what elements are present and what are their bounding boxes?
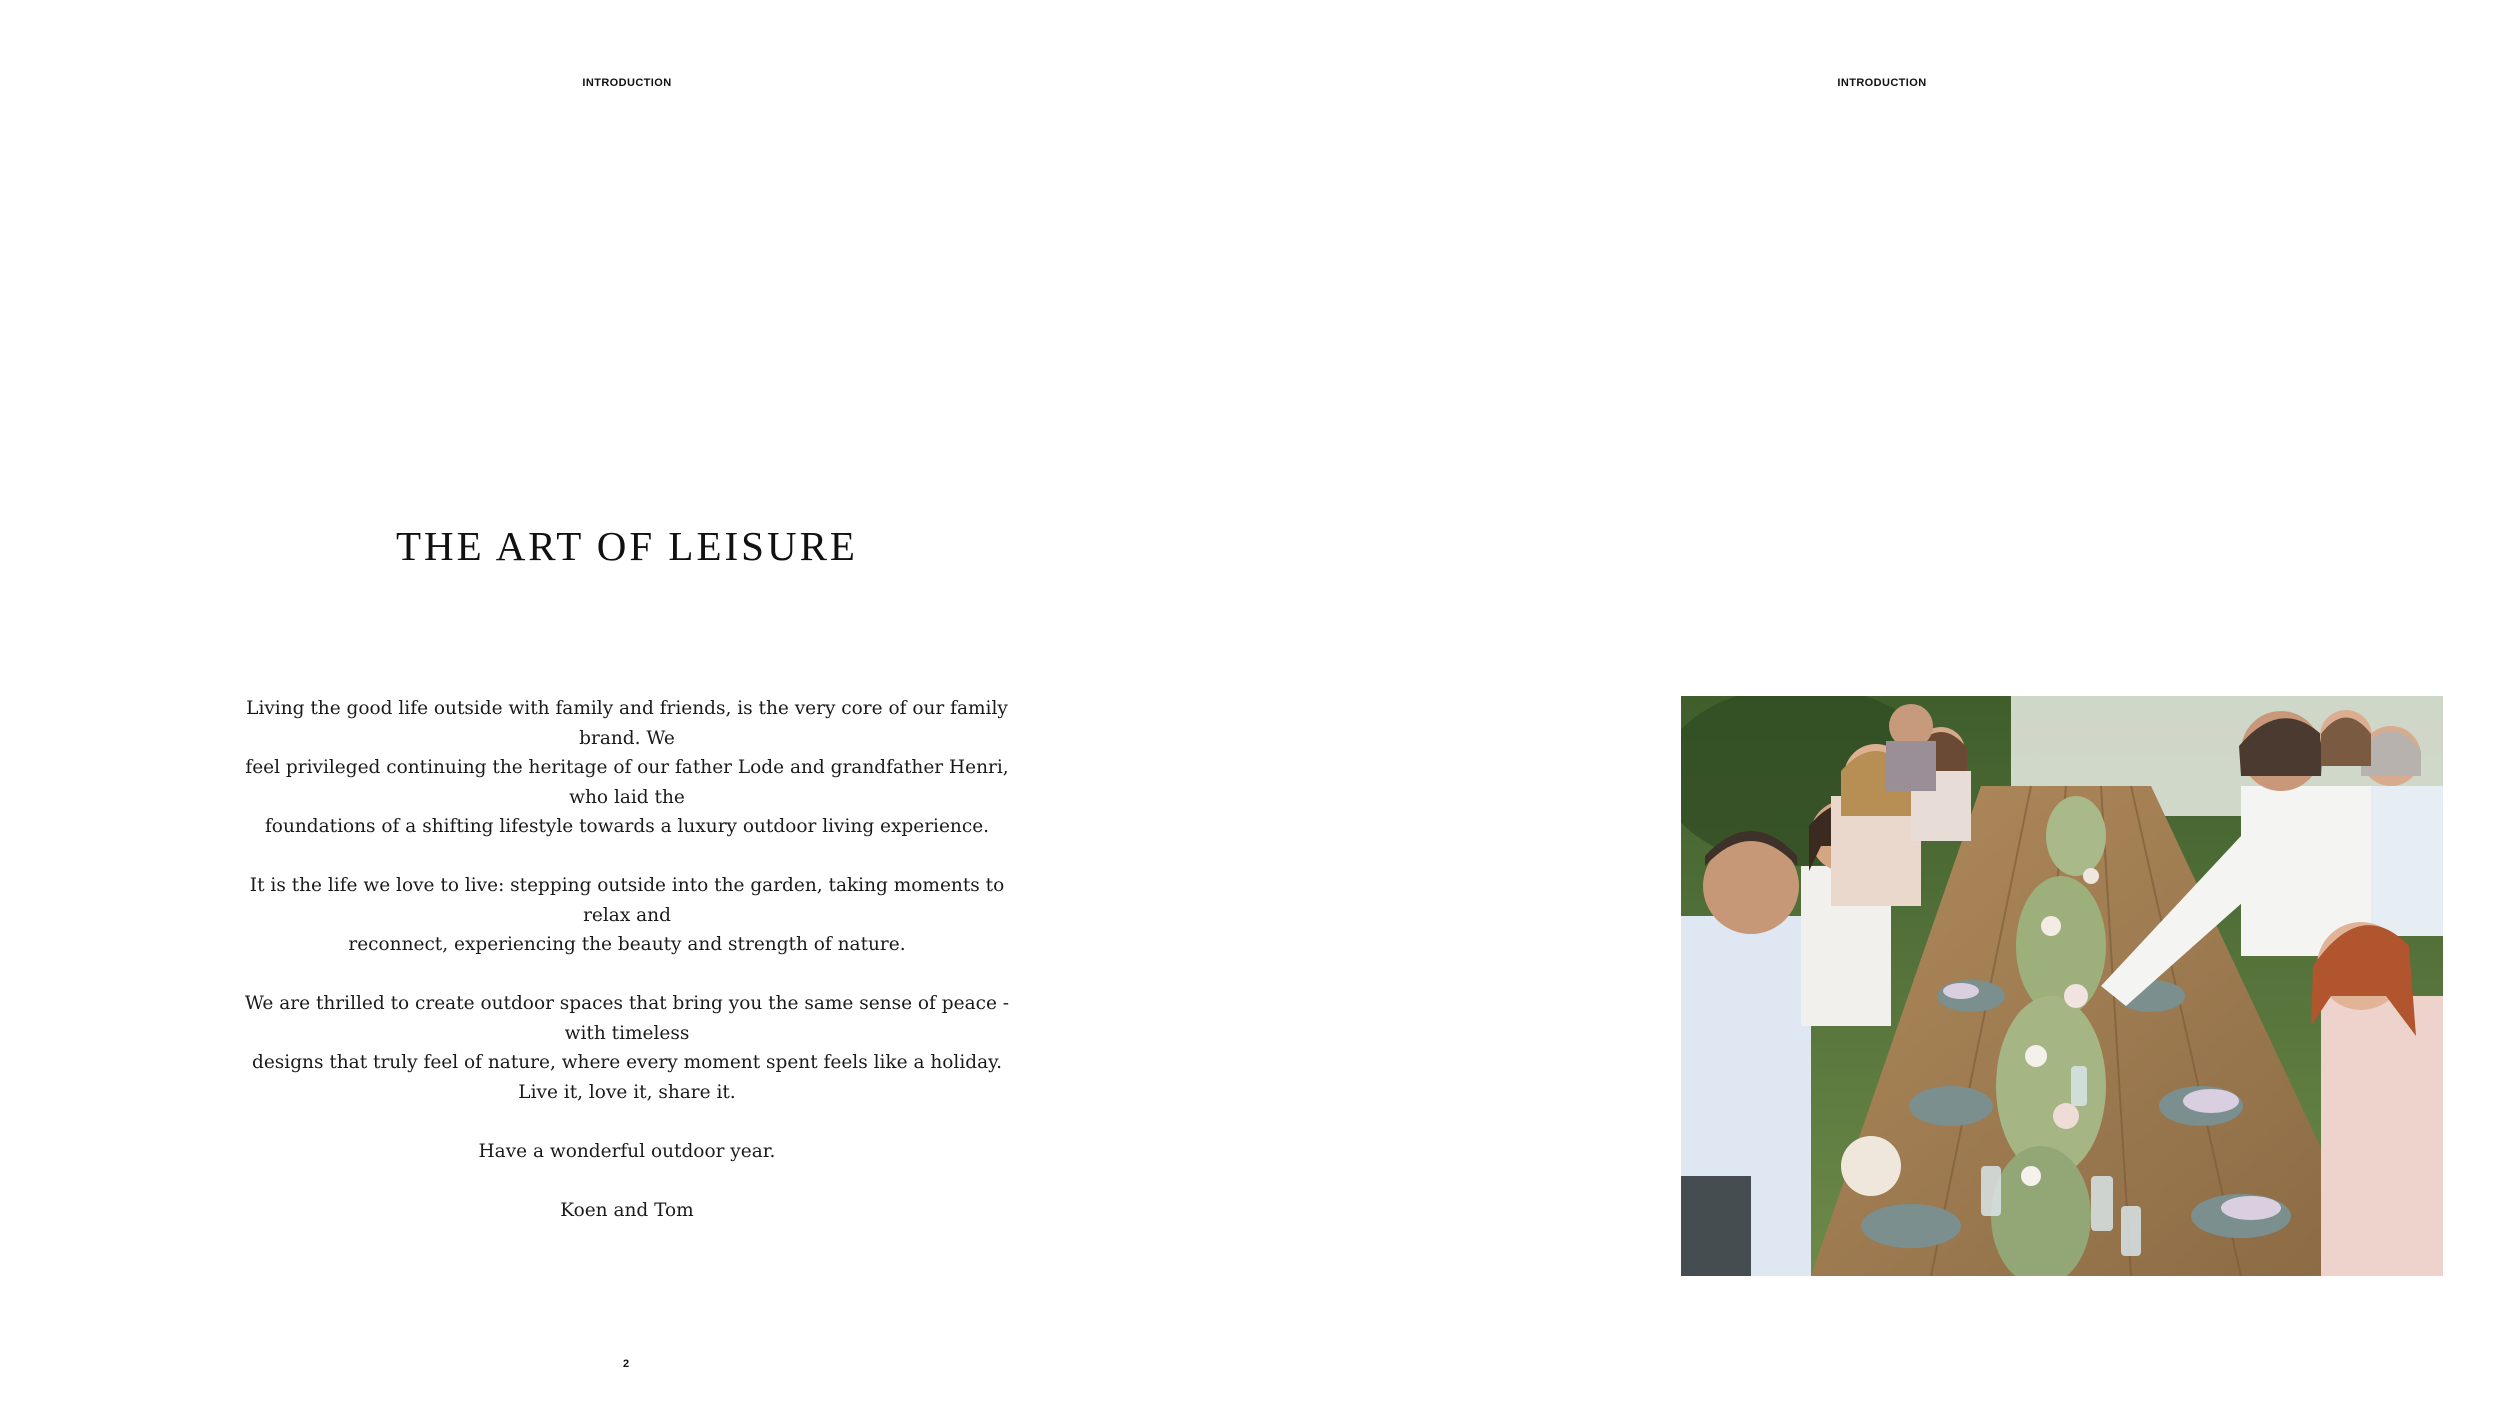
text-line: It is the life we love to live: stepping outside into the garden, taking moments to relax and [249, 875, 1005, 926]
intro-text [227, 694, 1027, 1255]
paragraph-4 [227, 1137, 1027, 1167]
text-line: Living the good life outside with family and friends, is the very core of our family brand. We [246, 698, 1008, 749]
text-line: designs that truly feel of nature, where every moment spent feels like a holiday. [252, 1052, 1002, 1073]
page-title: THE ART OF LEISURE [396, 523, 858, 569]
section-label: INTRODUCTION [1837, 77, 1927, 89]
paragraph-2 [227, 871, 1027, 960]
signature [227, 1196, 1027, 1226]
text-line: reconnect, experiencing the beauty and strength of nature. [348, 934, 906, 955]
paragraph-3 [227, 989, 1027, 1107]
right-page [1250, 0, 2500, 1406]
text-line: feel privileged continuing the heritage of our father Lode and grandfather Henri, who laid the [245, 757, 1009, 808]
text-line: Live it, love it, share it. [518, 1081, 736, 1103]
dinner-party-photo [1681, 696, 2443, 1276]
text-line: foundations of a shifting lifestyle towards a luxury outdoor living experience. [264, 816, 990, 837]
section-label: INTRODUCTION [582, 77, 672, 89]
page-number: 2 [622, 1358, 630, 1370]
text-line: Have a wonderful outdoor year. [478, 1140, 776, 1162]
text-line: Koen and Tom [560, 1199, 694, 1221]
paragraph-1 [227, 694, 1027, 842]
text-line: We are thrilled to create outdoor spaces that bring you the same sense of peace - with timeless [244, 993, 1010, 1044]
